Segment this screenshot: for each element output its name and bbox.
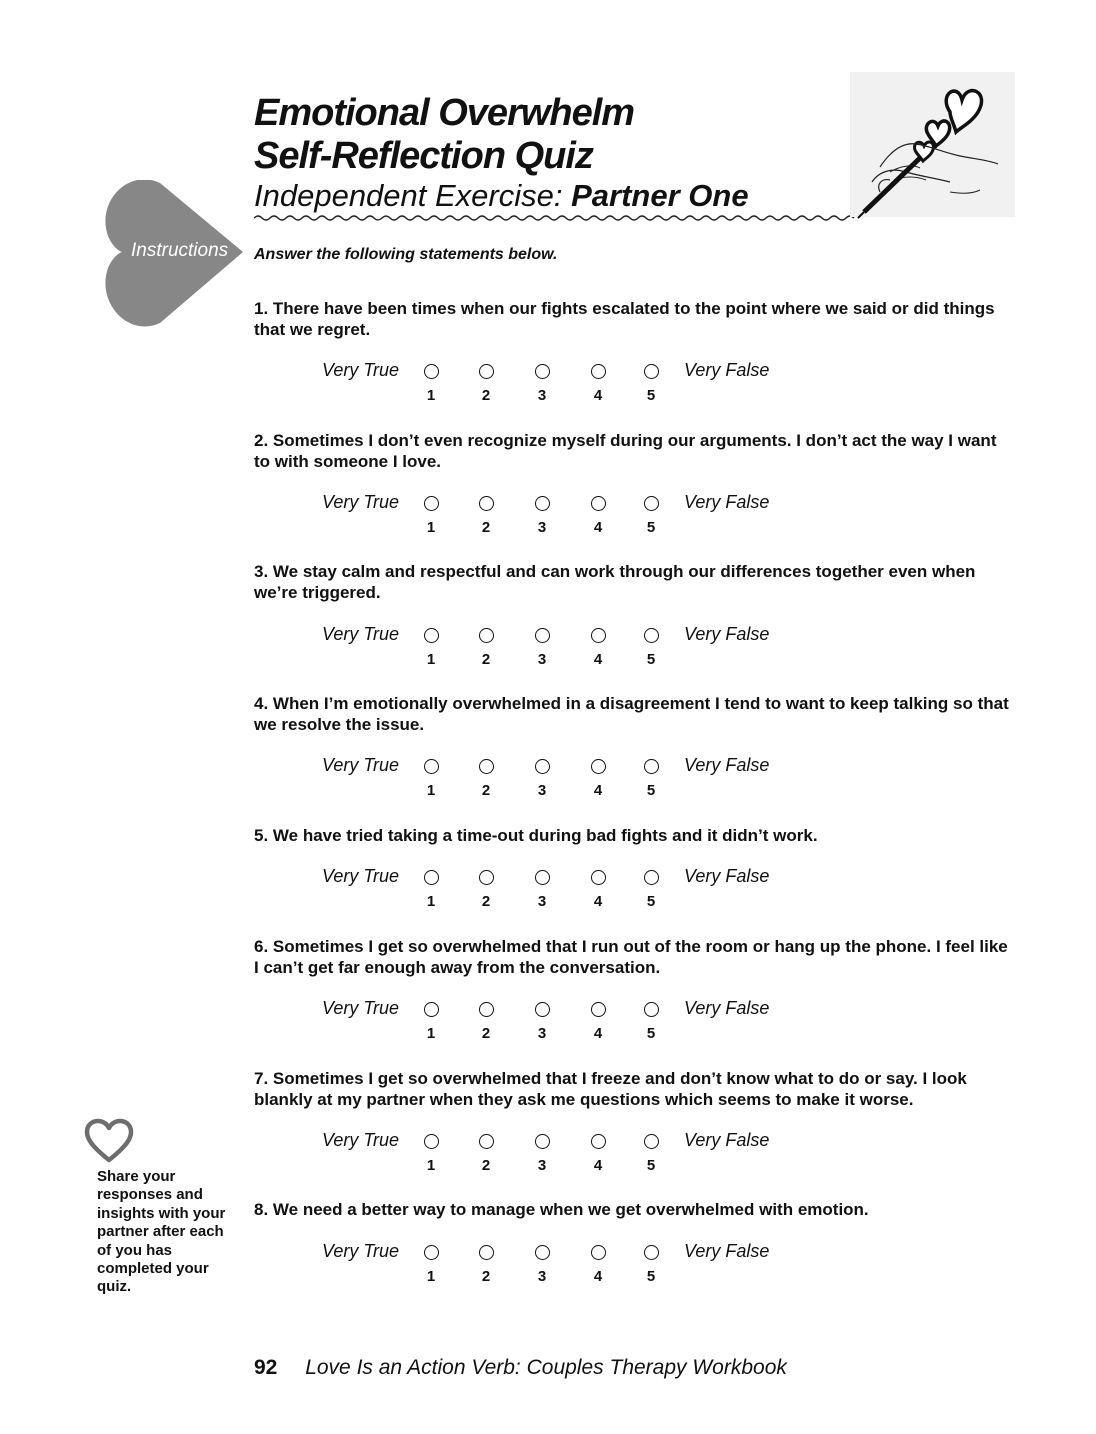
scale-option-2	[471, 492, 501, 536]
scale-number: 3	[537, 1157, 547, 1174]
radio-circle-q8-1[interactable]	[424, 1245, 439, 1260]
scale-number: 4	[593, 1268, 603, 1285]
scale-number: 2	[481, 782, 491, 799]
scale-option-4	[583, 1241, 613, 1285]
scale-option-5	[636, 1241, 666, 1285]
scale-option-3	[527, 755, 557, 799]
question-4-scale	[254, 755, 814, 801]
scale-number: 4	[593, 387, 603, 404]
question-6-scale	[254, 998, 814, 1044]
book-title: Love Is an Action Verb: Couples Therapy Workbook	[305, 1356, 787, 1379]
scale-number: 5	[646, 651, 656, 668]
radio-circle-q2-3[interactable]	[535, 496, 550, 511]
question-2-scale	[254, 492, 814, 538]
scale-label-very-false: Very False	[684, 998, 770, 1018]
instructions-label: Instructions	[131, 240, 229, 261]
page-number: 92	[254, 1356, 278, 1379]
scale-option-2	[471, 866, 501, 910]
radio-circle-q6-5[interactable]	[644, 1002, 659, 1017]
scale-option-3	[527, 492, 557, 536]
quiz-subtitle	[254, 178, 749, 214]
radio-circle-q3-1[interactable]	[424, 628, 439, 643]
scale-option-2	[471, 624, 501, 668]
subtitle-partner: Partner One	[571, 178, 749, 213]
question-6-text: 6. Sometimes I get so overwhelmed that I run out of the room or hang up the phone. I feel like I can’t get far enough away from the conversation.	[254, 937, 1008, 977]
scale-option-1	[416, 998, 446, 1042]
radio-circle-q7-1[interactable]	[424, 1134, 439, 1149]
scale-option-4	[583, 1130, 613, 1174]
scale-number: 2	[481, 1157, 491, 1174]
radio-circle-q1-1[interactable]	[424, 364, 439, 379]
share-note: Share your responses and insights with your partner after each of you has completed your quiz.	[97, 1168, 226, 1296]
scale-option-5	[636, 755, 666, 799]
question-8-scale	[254, 1241, 814, 1287]
scale-number: 5	[646, 1025, 656, 1042]
question-7-text: 7. Sometimes I get so overwhelmed that I freeze and don’t know what to do or say. I look blankly at my partner when they ask me questions which seems to make it worse.	[254, 1069, 967, 1109]
scale-label-very-false: Very False	[684, 624, 770, 644]
question-2-text: 2. Sometimes I don’t even recognize myself during our arguments. I don’t act the way I want to with someone I love.	[254, 431, 997, 471]
scale-number: 2	[481, 893, 491, 910]
scale-option-1	[416, 1241, 446, 1285]
scale-option-3	[527, 624, 557, 668]
scale-label-very-false: Very False	[684, 1130, 770, 1150]
scale-option-5	[636, 1130, 666, 1174]
radio-circle-q4-2[interactable]	[479, 759, 494, 774]
scale-number: 1	[426, 519, 436, 536]
scale-label-very-true: Very True	[322, 866, 400, 886]
radio-circle-q7-2[interactable]	[479, 1134, 494, 1149]
scale-label-very-false: Very False	[684, 866, 770, 886]
question-3-scale	[254, 624, 814, 670]
question-4-text: 4. When I’m emotionally overwhelmed in a disagreement I tend to want to keep talking so that we resolve the issue.	[254, 694, 1009, 734]
heart-outline-icon	[84, 1118, 134, 1164]
page-footer	[254, 1356, 787, 1380]
radio-circle-q7-3[interactable]	[535, 1134, 550, 1149]
title-line-1: Emotional Overwhelm	[254, 92, 635, 134]
scale-number: 3	[537, 893, 547, 910]
scale-number: 3	[537, 387, 547, 404]
scale-number: 2	[481, 1268, 491, 1285]
scale-number: 5	[646, 387, 656, 404]
scale-number: 4	[593, 782, 603, 799]
scale-number: 5	[646, 1268, 656, 1285]
radio-circle-q3-2[interactable]	[479, 628, 494, 643]
radio-circle-q3-4[interactable]	[591, 628, 606, 643]
scale-number: 3	[537, 782, 547, 799]
quiz-title	[254, 92, 634, 178]
radio-circle-q1-5[interactable]	[644, 364, 659, 379]
question-3-text: 3. We stay calm and respectful and can work through our differences together even when we’re triggered.	[254, 562, 976, 602]
scale-label-very-true: Very True	[322, 360, 400, 380]
subtitle-prefix: Independent Exercise:	[254, 178, 563, 213]
scale-option-3	[527, 1130, 557, 1174]
radio-circle-q2-4[interactable]	[591, 496, 606, 511]
radio-circle-q7-5[interactable]	[644, 1134, 659, 1149]
radio-circle-q4-4[interactable]	[591, 759, 606, 774]
radio-circle-q4-3[interactable]	[535, 759, 550, 774]
scale-number: 3	[537, 651, 547, 668]
scale-option-2	[471, 755, 501, 799]
scale-number: 3	[537, 519, 547, 536]
scale-option-2	[471, 1241, 501, 1285]
scale-label-very-true: Very True	[322, 624, 400, 644]
scale-option-3	[527, 998, 557, 1042]
scale-option-4	[583, 755, 613, 799]
scale-label-very-false: Very False	[684, 492, 770, 512]
scale-number: 1	[426, 1268, 436, 1285]
radio-circle-q4-1[interactable]	[424, 759, 439, 774]
radio-circle-q5-4[interactable]	[591, 870, 606, 885]
question-7-scale	[254, 1130, 814, 1176]
wavy-divider	[254, 212, 856, 224]
instructions-text: Answer the following statements below.	[254, 246, 558, 263]
question-5-text: 5. We have tried taking a time-out during bad fights and it didn’t work.	[254, 826, 818, 845]
scale-number: 4	[593, 651, 603, 668]
title-line-2: Self-Reflection Quiz	[254, 135, 593, 177]
question-5-scale	[254, 866, 814, 912]
scale-number: 5	[646, 782, 656, 799]
scale-number: 1	[426, 387, 436, 404]
radio-circle-q8-3[interactable]	[535, 1245, 550, 1260]
radio-circle-q5-3[interactable]	[535, 870, 550, 885]
scale-label-very-true: Very True	[322, 998, 400, 1018]
radio-circle-q4-5[interactable]	[644, 759, 659, 774]
scale-option-5	[636, 492, 666, 536]
scale-option-1	[416, 1130, 446, 1174]
scale-number: 4	[593, 1157, 603, 1174]
scale-option-3	[527, 1241, 557, 1285]
scale-option-4	[583, 998, 613, 1042]
scale-number: 2	[481, 651, 491, 668]
radio-circle-q2-5[interactable]	[644, 496, 659, 511]
scale-option-1	[416, 624, 446, 668]
scale-number: 4	[593, 1025, 603, 1042]
radio-circle-q8-5[interactable]	[644, 1245, 659, 1260]
question-1-scale	[254, 360, 814, 406]
scale-number: 5	[646, 1157, 656, 1174]
scale-option-2	[471, 1130, 501, 1174]
scale-label-very-true: Very True	[322, 1130, 400, 1150]
scale-option-5	[636, 360, 666, 404]
scale-option-4	[583, 866, 613, 910]
radio-circle-q6-3[interactable]	[535, 1002, 550, 1017]
radio-circle-q5-1[interactable]	[424, 870, 439, 885]
scale-option-1	[416, 492, 446, 536]
radio-circle-q8-2[interactable]	[479, 1245, 494, 1260]
radio-circle-q3-3[interactable]	[535, 628, 550, 643]
scale-number: 1	[426, 1157, 436, 1174]
scale-option-1	[416, 360, 446, 404]
scale-number: 3	[537, 1025, 547, 1042]
scale-option-3	[527, 360, 557, 404]
scale-label-very-true: Very True	[322, 492, 400, 512]
hand-drawing-heart-icon	[850, 72, 1015, 222]
radio-circle-q3-5[interactable]	[644, 628, 659, 643]
radio-circle-q1-3[interactable]	[535, 364, 550, 379]
scale-option-1	[416, 866, 446, 910]
scale-number: 5	[646, 893, 656, 910]
question-1-text: 1. There have been times when our fights escalated to the point where we said or did things that we regret.	[254, 299, 995, 339]
scale-number: 1	[426, 893, 436, 910]
scale-number: 5	[646, 519, 656, 536]
scale-number: 3	[537, 1268, 547, 1285]
radio-circle-q5-2[interactable]	[479, 870, 494, 885]
scale-option-4	[583, 492, 613, 536]
radio-circle-q2-1[interactable]	[424, 496, 439, 511]
scale-number: 4	[593, 519, 603, 536]
radio-circle-q6-2[interactable]	[479, 1002, 494, 1017]
scale-option-4	[583, 624, 613, 668]
scale-option-2	[471, 998, 501, 1042]
scale-number: 1	[426, 782, 436, 799]
scale-number: 2	[481, 519, 491, 536]
scale-label-very-false: Very False	[684, 755, 770, 775]
scale-option-4	[583, 360, 613, 404]
scale-label-very-false: Very False	[684, 1241, 770, 1261]
radio-circle-q6-1[interactable]	[424, 1002, 439, 1017]
radio-circle-q1-4[interactable]	[591, 364, 606, 379]
scale-option-5	[636, 866, 666, 910]
question-8-text: 8. We need a better way to manage when we get overwhelmed with emotion.	[254, 1200, 869, 1219]
scale-option-3	[527, 866, 557, 910]
radio-circle-q5-5[interactable]	[644, 870, 659, 885]
scale-label-very-true: Very True	[322, 1241, 400, 1261]
scale-option-2	[471, 360, 501, 404]
scale-label-very-true: Very True	[322, 755, 400, 775]
scale-number: 1	[426, 651, 436, 668]
radio-circle-q1-2[interactable]	[479, 364, 494, 379]
scale-option-5	[636, 998, 666, 1042]
scale-label-very-false: Very False	[684, 360, 770, 380]
radio-circle-q7-4[interactable]	[591, 1134, 606, 1149]
radio-circle-q8-4[interactable]	[591, 1245, 606, 1260]
scale-number: 1	[426, 1025, 436, 1042]
scale-option-5	[636, 624, 666, 668]
scale-number: 2	[481, 387, 491, 404]
radio-circle-q6-4[interactable]	[591, 1002, 606, 1017]
scale-number: 2	[481, 1025, 491, 1042]
radio-circle-q2-2[interactable]	[479, 496, 494, 511]
scale-number: 4	[593, 893, 603, 910]
scale-option-1	[416, 755, 446, 799]
